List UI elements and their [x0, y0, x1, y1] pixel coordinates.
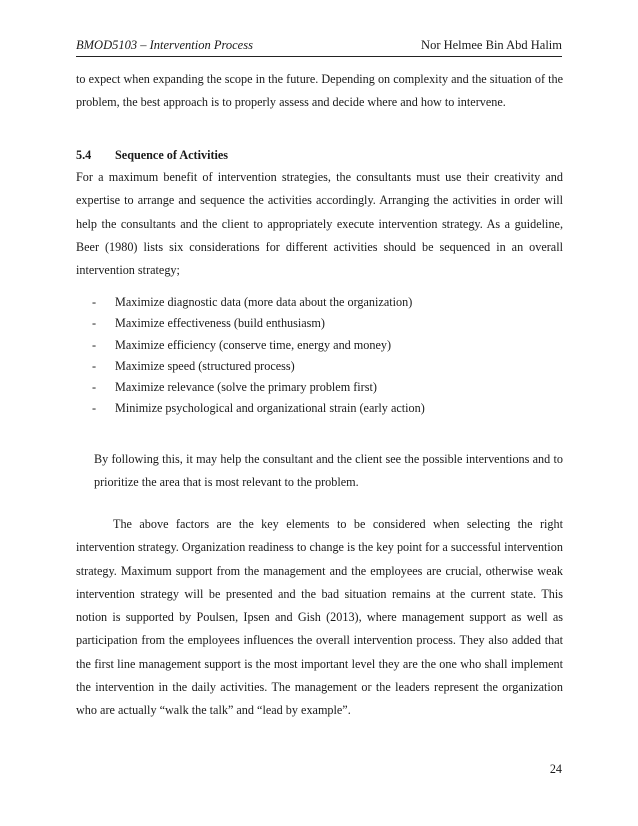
page-number: 24: [549, 762, 562, 776]
list-item-text: Maximize diagnostic data (more data about the organization): [115, 295, 413, 309]
list-item-text: Maximize relevance (solve the primary problem first): [115, 380, 377, 395]
list-item: [92, 292, 425, 313]
list-item: [92, 335, 425, 356]
bullet-dash: -: [92, 401, 97, 416]
section-number: 5.4: [76, 148, 92, 162]
list-item-text: Maximize effectiveness (build enthusiasm): [115, 316, 325, 331]
list-item: [92, 313, 425, 334]
list-item-text: Minimize psychological and organizational strain (early action): [115, 401, 425, 416]
bullet-dash: -: [92, 295, 97, 309]
section-paragraph: For a maximum benefit of intervention strategies, the consultants must use their creativity and expertise to arrange and sequence the activities accordingly. Arranging the activities in order will help the consultants and the client to appropriately execute intervention strategy. As a guideline, Beer (1980) lists six considerations for different activities should be sequenced in an overall intervention strategy;: [76, 170, 563, 278]
header-author-name: Nor Helmee Bin Abd Halim: [421, 38, 562, 52]
list-item: [92, 398, 425, 419]
list-item-text: Maximize efficiency (conserve time, energy and money): [115, 337, 392, 352]
bullet-dash: -: [92, 316, 97, 331]
section-title: Sequence of Activities: [115, 148, 229, 162]
header-course-title: BMOD5103 – Intervention Process: [76, 38, 253, 52]
page-header: [76, 36, 562, 57]
section-heading: [76, 148, 228, 163]
list-item: [92, 377, 425, 398]
factors-paragraph: The above factors are the key elements to be considered when selecting the right intervention strategy. Organization readiness to change is the key point for a successful intervention strategy. Maximum support from the management and the employees are crucial, otherwise weak intervention strategy will be presented and the bad situation remains at the current state. This notion is supported by Poulsen, Ipsen and Gish (2013), where management support as well as participation from the employees influences the overall intervention process. They also added that the first line management support is the most important level they are the one who shall implement the intervention in the daily activities. The management or the leaders represent the organization who are actually “walk the talk” and “lead by example”.: [76, 517, 563, 718]
list-item-text: Maximize speed (structured process): [115, 358, 295, 373]
list-item: [92, 356, 425, 377]
bullet-dash: -: [92, 358, 97, 373]
bullet-dash: -: [92, 380, 97, 395]
bullet-dash: -: [92, 337, 97, 352]
considerations-list: [92, 292, 425, 420]
follow-paragraph: By following this, it may help the consultant and the client see the possible interventions and to prioritize the area that is most relevant to the problem.: [94, 452, 563, 490]
intro-paragraph: to expect when expanding the scope in the future. Depending on complexity and the situation of the problem, the best approach is to properly assess and decide where and how to intervene.: [76, 72, 563, 110]
